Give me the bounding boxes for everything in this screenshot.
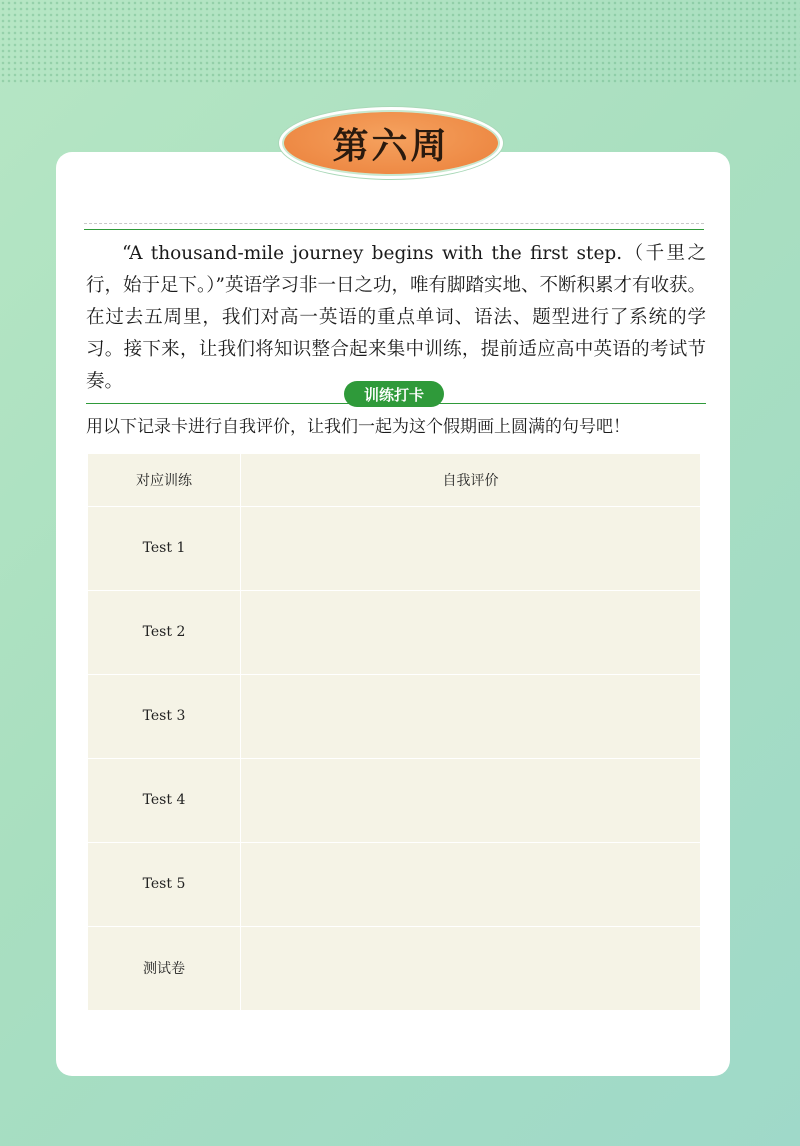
evaluation-cell[interactable] bbox=[241, 590, 700, 674]
table-row bbox=[88, 842, 700, 927]
table-row bbox=[88, 590, 700, 675]
training-cell: 测试卷 bbox=[88, 926, 241, 1010]
table-row bbox=[88, 674, 700, 759]
evaluation-cell[interactable] bbox=[241, 674, 700, 758]
section-label-badge bbox=[344, 381, 444, 407]
training-cell: Test 1 bbox=[88, 506, 241, 590]
header-training: 对应训练 bbox=[88, 454, 241, 506]
record-table bbox=[88, 454, 700, 1010]
title-divider bbox=[84, 223, 704, 231]
table-row bbox=[88, 758, 700, 843]
dotted-pattern bbox=[0, 0, 800, 85]
green-rule bbox=[84, 229, 704, 230]
header-evaluation: 自我评价 bbox=[442, 473, 499, 489]
training-cell: Test 3 bbox=[88, 674, 241, 758]
evaluation-cell[interactable] bbox=[241, 926, 700, 1010]
table-header-row bbox=[88, 454, 700, 507]
section-label: 训练打卡 bbox=[363, 385, 424, 404]
instruction-text: 用以下记录卡进行自我评价，让我们一起为这个假期画上圆满的句号吧！ bbox=[86, 417, 630, 437]
table-row bbox=[88, 926, 700, 1010]
page-title: 第六周 bbox=[332, 125, 450, 167]
training-cell: Test 2 bbox=[88, 590, 241, 674]
evaluation-cell[interactable] bbox=[241, 758, 700, 842]
training-cell: Test 5 bbox=[88, 842, 241, 926]
intro-paragraph: “A thousand-mile journey begins with the first step.（千里之行，始于足下。）”英语学习非一日之功，唯有脚踏实地、不断积累才有收获。在过去五周里，我们对高一英语的重点单词、语法、题型进行了系统的学习。接下来，让我们将知识整合起来集中训练，提前适应高中英语的考试节奏。 bbox=[86, 243, 706, 392]
week-title-badge bbox=[284, 112, 498, 174]
table-row bbox=[88, 506, 700, 591]
training-cell: Test 4 bbox=[88, 758, 241, 842]
evaluation-cell[interactable] bbox=[241, 506, 700, 590]
dashed-rule bbox=[84, 223, 704, 224]
evaluation-cell[interactable] bbox=[241, 842, 700, 926]
